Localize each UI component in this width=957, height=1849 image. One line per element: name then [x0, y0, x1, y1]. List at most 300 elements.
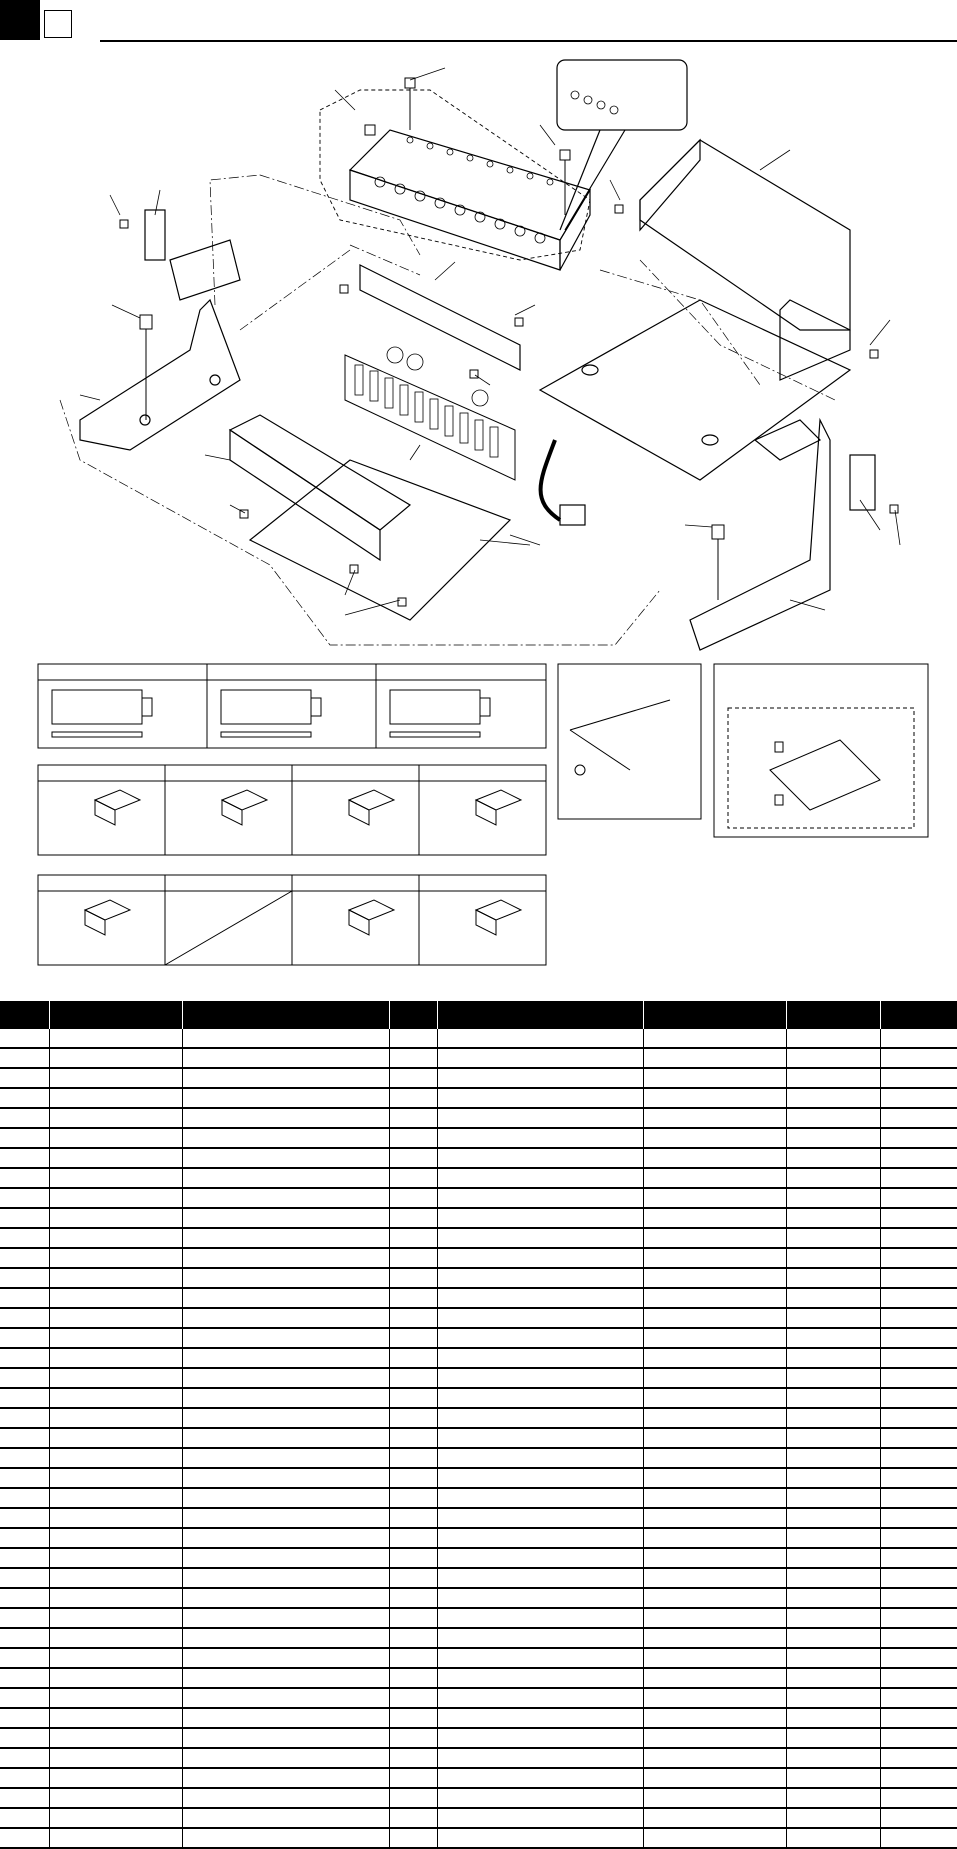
table-cell — [437, 1728, 643, 1748]
table-cell — [880, 1068, 957, 1088]
table-cell — [49, 1768, 182, 1788]
table-cell — [786, 1148, 880, 1168]
parts-list-body — [0, 1029, 957, 1848]
table-cell — [49, 1748, 182, 1768]
table-cell — [643, 1688, 786, 1708]
table-cell — [389, 1228, 437, 1248]
table-cell — [643, 1648, 786, 1668]
table-cell — [786, 1168, 880, 1188]
table-cell — [880, 1668, 957, 1688]
table-cell — [0, 1288, 49, 1308]
table-cell — [389, 1248, 437, 1268]
table-cell — [643, 1768, 786, 1788]
screws — [120, 78, 898, 606]
hose-clamp — [560, 505, 585, 525]
table-cell — [437, 1648, 643, 1668]
table-cell — [643, 1248, 786, 1268]
table-row — [0, 1228, 957, 1248]
table-cell — [786, 1448, 880, 1468]
table-cell — [0, 1828, 49, 1848]
table-cell — [437, 1708, 643, 1728]
table-cell — [0, 1128, 49, 1148]
table-cell — [880, 1588, 957, 1608]
table-cell — [0, 1488, 49, 1508]
table-cell — [182, 1048, 389, 1068]
table-row — [0, 1648, 957, 1668]
table-cell — [786, 1488, 880, 1508]
table-cell — [49, 1168, 182, 1188]
table-cell — [0, 1388, 49, 1408]
table-cell — [786, 1728, 880, 1748]
table-cell — [880, 1348, 957, 1368]
table-row — [0, 1348, 957, 1368]
table-cell — [49, 1688, 182, 1708]
table-cell — [880, 1048, 957, 1068]
col-header-8 — [880, 1001, 957, 1029]
table-cell — [0, 1748, 49, 1768]
lower-cover — [230, 415, 510, 620]
table-cell — [49, 1608, 182, 1628]
table-cell — [437, 1328, 643, 1348]
table-cell — [0, 1308, 49, 1328]
col-header-5 — [437, 1001, 643, 1029]
table-cell — [0, 1648, 49, 1668]
table-cell — [880, 1308, 957, 1328]
col-header-2 — [49, 1001, 182, 1029]
table-cell — [437, 1548, 643, 1568]
table-cell — [786, 1528, 880, 1548]
table-cell — [880, 1768, 957, 1788]
table-cell — [437, 1828, 643, 1848]
table-cell — [437, 1388, 643, 1408]
table-cell — [880, 1548, 957, 1568]
table-cell — [880, 1268, 957, 1288]
table-cell — [643, 1468, 786, 1488]
table-cell — [49, 1068, 182, 1088]
table-cell — [643, 1408, 786, 1428]
table-cell — [0, 1188, 49, 1208]
table-cell — [182, 1668, 389, 1688]
table-row — [0, 1588, 957, 1608]
table-cell — [880, 1508, 957, 1528]
table-cell — [0, 1208, 49, 1228]
table-cell — [643, 1828, 786, 1848]
right-bracket — [690, 420, 875, 650]
cover-plate — [640, 140, 850, 380]
table-cell — [786, 1128, 880, 1148]
table-cell — [880, 1688, 957, 1708]
table-cell — [49, 1088, 182, 1108]
table-cell — [437, 1788, 643, 1808]
table-cell — [49, 1468, 182, 1488]
table-cell — [0, 1108, 49, 1128]
table-cell — [880, 1228, 957, 1248]
table-cell — [182, 1548, 389, 1568]
parts-list-header — [0, 1001, 957, 1029]
table-cell — [389, 1308, 437, 1328]
table-cell — [880, 1568, 957, 1588]
table-row — [0, 1668, 957, 1688]
table-cell — [643, 1168, 786, 1188]
table-cell — [643, 1288, 786, 1308]
table-cell — [880, 1708, 957, 1728]
table-cell — [786, 1208, 880, 1228]
table-cell — [643, 1308, 786, 1328]
table-cell — [49, 1128, 182, 1148]
table-cell — [437, 1448, 643, 1468]
table-cell — [49, 1288, 182, 1308]
table-cell — [0, 1408, 49, 1428]
table-cell — [786, 1248, 880, 1268]
table-cell — [49, 1808, 182, 1828]
table-cell — [786, 1368, 880, 1388]
table-cell — [389, 1128, 437, 1148]
table-cell — [880, 1368, 957, 1388]
table-cell — [0, 1708, 49, 1728]
table-cell — [182, 1708, 389, 1728]
table-cell — [880, 1428, 957, 1448]
col-header-3 — [182, 1001, 389, 1029]
table-cell — [389, 1548, 437, 1568]
table-cell — [0, 1688, 49, 1708]
table-row — [0, 1168, 957, 1188]
table-cell — [389, 1188, 437, 1208]
table-cell — [389, 1068, 437, 1088]
table-cell — [437, 1368, 643, 1388]
table-cell — [0, 1728, 49, 1748]
base-plate — [540, 300, 850, 480]
table-cell — [182, 1308, 389, 1328]
table-row — [0, 1488, 957, 1508]
table-cell — [182, 1488, 389, 1508]
table-cell — [643, 1448, 786, 1468]
table-cell — [389, 1768, 437, 1788]
table-row — [0, 1328, 957, 1348]
table-cell — [643, 1148, 786, 1168]
table-row — [0, 1688, 957, 1708]
table-cell — [880, 1168, 957, 1188]
left-bracket — [80, 210, 240, 450]
table-cell — [643, 1368, 786, 1388]
table-cell — [0, 1148, 49, 1168]
table-cell — [786, 1348, 880, 1368]
table-row — [0, 1308, 957, 1328]
table-row — [0, 1608, 957, 1628]
table-row — [0, 1548, 957, 1568]
table-cell — [0, 1768, 49, 1788]
table-cell — [880, 1728, 957, 1748]
table-cell — [437, 1668, 643, 1688]
table-cell — [437, 1248, 643, 1268]
table-cell — [0, 1248, 49, 1268]
variant-table-plates — [38, 664, 546, 748]
table-cell — [786, 1768, 880, 1788]
table-cell — [49, 1428, 182, 1448]
table-row — [0, 1388, 957, 1408]
table-cell — [643, 1268, 786, 1288]
table-cell — [880, 1328, 957, 1348]
table-cell — [182, 1188, 389, 1208]
table-cell — [182, 1288, 389, 1308]
table-cell — [182, 1648, 389, 1668]
table-cell — [389, 1388, 437, 1408]
table-cell — [389, 1788, 437, 1808]
table-cell — [49, 1448, 182, 1468]
table-cell — [182, 1528, 389, 1548]
table-cell — [880, 1748, 957, 1768]
detail-box-b — [714, 664, 928, 837]
table-cell — [643, 1348, 786, 1368]
table-cell — [437, 1568, 643, 1588]
table-row — [0, 1448, 957, 1468]
table-cell — [643, 1608, 786, 1628]
table-row — [0, 1088, 957, 1108]
table-cell — [0, 1608, 49, 1628]
table-cell — [880, 1528, 957, 1548]
table-cell — [389, 1688, 437, 1708]
table-row — [0, 1029, 957, 1048]
table-cell — [880, 1628, 957, 1648]
table-cell — [389, 1828, 437, 1848]
table-cell — [437, 1748, 643, 1768]
table-cell — [182, 1388, 389, 1408]
col-header-6 — [643, 1001, 786, 1029]
table-row — [0, 1068, 957, 1088]
table-cell — [786, 1568, 880, 1588]
table-cell — [437, 1408, 643, 1428]
table-cell — [389, 1368, 437, 1388]
table-cell — [786, 1668, 880, 1688]
valve-manifold — [345, 347, 515, 480]
table-cell — [643, 1708, 786, 1728]
table-cell — [437, 1468, 643, 1488]
leader-lines — [80, 68, 900, 615]
table-row — [0, 1048, 957, 1068]
table-row — [0, 1728, 957, 1748]
parts-list-table — [0, 1001, 957, 1848]
table-row — [0, 1828, 957, 1848]
table-cell — [389, 1588, 437, 1608]
table-cell — [880, 1828, 957, 1848]
table-cell — [437, 1528, 643, 1548]
table-cell — [182, 1088, 389, 1108]
table-cell — [389, 1728, 437, 1748]
table-cell — [49, 1328, 182, 1348]
table-cell — [643, 1108, 786, 1128]
table-cell — [182, 1828, 389, 1848]
table-cell — [643, 1568, 786, 1588]
table-cell — [182, 1408, 389, 1428]
table-cell — [0, 1528, 49, 1548]
table-cell — [437, 1348, 643, 1368]
table-cell — [437, 1208, 643, 1228]
table-row — [0, 1188, 957, 1208]
table-cell — [880, 1808, 957, 1828]
table-cell — [437, 1048, 643, 1068]
table-cell — [786, 1408, 880, 1428]
table-cell — [182, 1428, 389, 1448]
table-cell — [389, 1668, 437, 1688]
table-cell — [643, 1328, 786, 1348]
table-cell — [389, 1628, 437, 1648]
table-cell — [182, 1568, 389, 1588]
table-cell — [0, 1668, 49, 1688]
table-cell — [182, 1508, 389, 1528]
table-cell — [0, 1088, 49, 1108]
table-cell — [389, 1748, 437, 1768]
table-row — [0, 1108, 957, 1128]
table-cell — [182, 1108, 389, 1128]
table-cell — [182, 1688, 389, 1708]
table-cell — [389, 1288, 437, 1308]
table-cell — [643, 1588, 786, 1608]
table-cell — [389, 1268, 437, 1288]
table-cell — [182, 1168, 389, 1188]
table-cell — [0, 1468, 49, 1488]
table-cell — [0, 1048, 49, 1068]
table-row — [0, 1128, 957, 1148]
table-cell — [49, 1648, 182, 1668]
table-cell — [643, 1128, 786, 1148]
table-cell — [437, 1428, 643, 1448]
table-cell — [437, 1268, 643, 1288]
table-cell — [437, 1168, 643, 1188]
col-header-7 — [786, 1001, 880, 1029]
table-row — [0, 1808, 957, 1828]
table-cell — [643, 1048, 786, 1068]
table-cell — [786, 1788, 880, 1808]
table-cell — [182, 1029, 389, 1048]
table-cell — [437, 1488, 643, 1508]
table-cell — [49, 1408, 182, 1428]
table-cell — [437, 1148, 643, 1168]
table-cell — [437, 1128, 643, 1148]
table-cell — [437, 1628, 643, 1648]
table-cell — [49, 1588, 182, 1608]
table-cell — [389, 1608, 437, 1628]
table-row — [0, 1568, 957, 1588]
table-cell — [786, 1328, 880, 1348]
table-cell — [0, 1228, 49, 1248]
table-cell — [643, 1228, 786, 1248]
table-cell — [182, 1468, 389, 1488]
table-cell — [182, 1268, 389, 1288]
table-cell — [437, 1088, 643, 1108]
table-cell — [786, 1708, 880, 1728]
table-cell — [643, 1188, 786, 1208]
table-cell — [182, 1748, 389, 1768]
table-cell — [643, 1788, 786, 1808]
table-cell — [389, 1708, 437, 1728]
table-cell — [643, 1508, 786, 1528]
table-cell — [0, 1628, 49, 1648]
col-header-4 — [389, 1001, 437, 1029]
table-row — [0, 1788, 957, 1808]
table-cell — [786, 1748, 880, 1768]
table-cell — [182, 1768, 389, 1788]
table-cell — [389, 1408, 437, 1428]
table-cell — [437, 1688, 643, 1708]
table-cell — [880, 1248, 957, 1268]
table-cell — [389, 1108, 437, 1128]
table-cell — [786, 1228, 880, 1248]
table-cell — [182, 1448, 389, 1468]
table-cell — [389, 1208, 437, 1228]
table-cell — [182, 1148, 389, 1168]
table-cell — [182, 1608, 389, 1628]
table-row — [0, 1508, 957, 1528]
table-cell — [182, 1628, 389, 1648]
table-cell — [49, 1348, 182, 1368]
table-cell — [389, 1808, 437, 1828]
table-cell — [0, 1448, 49, 1468]
table-cell — [0, 1428, 49, 1448]
table-cell — [389, 1168, 437, 1188]
table-row — [0, 1468, 957, 1488]
table-cell — [49, 1568, 182, 1588]
table-cell — [786, 1428, 880, 1448]
table-cell — [0, 1508, 49, 1528]
table-cell — [880, 1488, 957, 1508]
table-cell — [49, 1228, 182, 1248]
table-cell — [389, 1448, 437, 1468]
table-cell — [182, 1328, 389, 1348]
table-row — [0, 1208, 957, 1228]
table-cell — [880, 1148, 957, 1168]
table-cell — [880, 1408, 957, 1428]
table-row — [0, 1148, 957, 1168]
table-cell — [389, 1148, 437, 1168]
table-cell — [389, 1568, 437, 1588]
table-cell — [786, 1608, 880, 1628]
table-cell — [0, 1368, 49, 1388]
table-cell — [643, 1208, 786, 1228]
table-cell — [880, 1388, 957, 1408]
table-row — [0, 1428, 957, 1448]
table-cell — [786, 1288, 880, 1308]
table-cell — [49, 1108, 182, 1128]
table-cell — [437, 1508, 643, 1528]
table-cell — [389, 1528, 437, 1548]
table-cell — [786, 1029, 880, 1048]
table-cell — [437, 1029, 643, 1048]
table-cell — [786, 1808, 880, 1828]
table-cell — [786, 1628, 880, 1648]
construction-lines — [60, 175, 835, 645]
table-cell — [182, 1068, 389, 1088]
table-cell — [643, 1068, 786, 1088]
table-cell — [49, 1188, 182, 1208]
table-cell — [880, 1288, 957, 1308]
table-cell — [643, 1428, 786, 1448]
table-cell — [182, 1808, 389, 1828]
table-cell — [49, 1488, 182, 1508]
table-row — [0, 1768, 957, 1788]
table-cell — [49, 1388, 182, 1408]
table-cell — [389, 1348, 437, 1368]
rail — [360, 265, 520, 370]
table-cell — [182, 1208, 389, 1228]
table-cell — [0, 1348, 49, 1368]
table-cell — [182, 1348, 389, 1368]
table-cell — [786, 1188, 880, 1208]
table-cell — [880, 1188, 957, 1208]
table-cell — [0, 1268, 49, 1288]
table-cell — [643, 1748, 786, 1768]
table-cell — [643, 1668, 786, 1688]
table-cell — [643, 1548, 786, 1568]
table-row — [0, 1708, 957, 1728]
